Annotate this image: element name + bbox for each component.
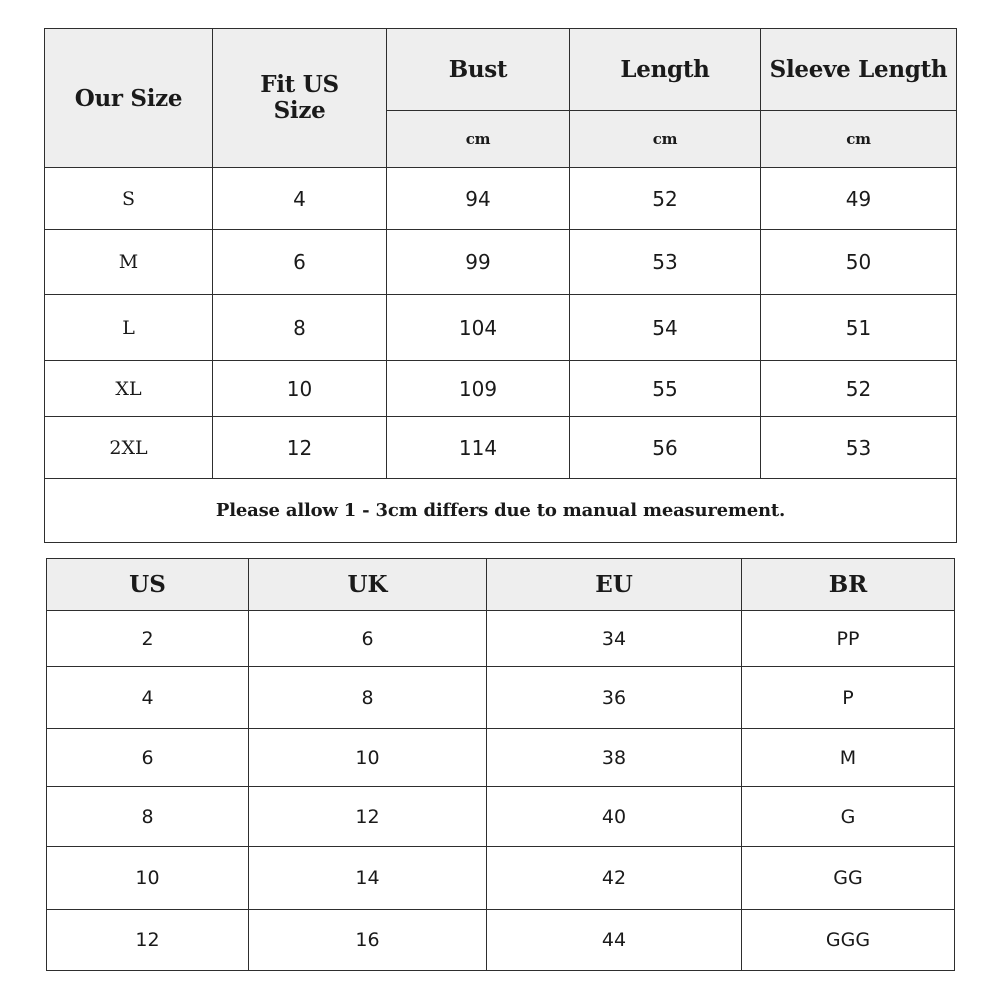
conversion-header-us: US <box>47 559 249 611</box>
conversion-cell-eu: 42 <box>487 847 742 910</box>
conversion-cell-us: 12 <box>47 910 249 971</box>
size-cell: 2XL <box>45 417 213 479</box>
conversion-cell-eu: 44 <box>487 910 742 971</box>
conversion-header-uk: UK <box>249 559 487 611</box>
conversion-cell-us: 6 <box>47 729 249 787</box>
size-cell: XL <box>45 361 213 417</box>
conversion-cell-br: PP <box>742 611 955 667</box>
conversion-cell-br: G <box>742 787 955 847</box>
fit-us-size-cell: 4 <box>213 168 387 230</box>
fit-us-size-cell: 8 <box>213 295 387 361</box>
sleeve-length-cell: 53 <box>761 417 957 479</box>
sleeve-length-cell: 49 <box>761 168 957 230</box>
bust-cell: 109 <box>387 361 570 417</box>
length-cell: 53 <box>570 230 761 295</box>
fit-us-size-cell: 6 <box>213 230 387 295</box>
size-row <box>45 361 957 417</box>
conversion-cell-us: 10 <box>47 847 249 910</box>
unit-bust: cm <box>387 111 570 168</box>
conversion-row <box>47 729 955 787</box>
bust-cell: 99 <box>387 230 570 295</box>
length-cell: 52 <box>570 168 761 230</box>
header-bust: Bust <box>387 29 570 111</box>
conversion-row <box>47 787 955 847</box>
fit-us-size-cell: 10 <box>213 361 387 417</box>
conversion-row <box>47 667 955 729</box>
header-fit-us-size-line2: Size <box>273 97 326 124</box>
conversion-cell-uk: 10 <box>249 729 487 787</box>
measurement-note: Please allow 1 - 3cm differs due to manual measurement. <box>45 479 957 543</box>
conversion-header-br: BR <box>742 559 955 611</box>
conversion-cell-br: GGG <box>742 910 955 971</box>
size-row <box>45 417 957 479</box>
sleeve-length-cell: 51 <box>761 295 957 361</box>
unit-length: cm <box>570 111 761 168</box>
conversion-cell-uk: 8 <box>249 667 487 729</box>
conversion-header-row <box>47 559 955 611</box>
size-cell: M <box>45 230 213 295</box>
conversion-header-eu: EU <box>487 559 742 611</box>
bust-cell: 114 <box>387 417 570 479</box>
conversion-cell-uk: 6 <box>249 611 487 667</box>
conversion-cell-uk: 12 <box>249 787 487 847</box>
conversion-cell-eu: 36 <box>487 667 742 729</box>
sleeve-length-cell: 50 <box>761 230 957 295</box>
conversion-chart-table <box>46 558 955 971</box>
size-cell: L <box>45 295 213 361</box>
conversion-cell-eu: 38 <box>487 729 742 787</box>
size-row <box>45 230 957 295</box>
conversion-cell-eu: 34 <box>487 611 742 667</box>
conversion-cell-br: GG <box>742 847 955 910</box>
header-fit-us-size-line1: Fit US <box>260 71 339 98</box>
sleeve-length-cell: 52 <box>761 361 957 417</box>
length-cell: 54 <box>570 295 761 361</box>
conversion-cell-us: 2 <box>47 611 249 667</box>
conversion-row <box>47 611 955 667</box>
conversion-row <box>47 910 955 971</box>
header-our-size: Our Size <box>45 29 213 168</box>
length-cell: 55 <box>570 361 761 417</box>
fit-us-size-cell: 12 <box>213 417 387 479</box>
conversion-cell-uk: 14 <box>249 847 487 910</box>
conversion-cell-br: M <box>742 729 955 787</box>
conversion-row <box>47 847 955 910</box>
unit-sleeve-length: cm <box>761 111 957 168</box>
bust-cell: 94 <box>387 168 570 230</box>
size-row <box>45 295 957 361</box>
bust-cell: 104 <box>387 295 570 361</box>
header-sleeve-length: Sleeve Length <box>761 29 957 111</box>
length-cell: 56 <box>570 417 761 479</box>
header-length: Length <box>570 29 761 111</box>
conversion-cell-us: 8 <box>47 787 249 847</box>
size-chart-table <box>44 28 957 543</box>
conversion-cell-eu: 40 <box>487 787 742 847</box>
header-fit-us-size <box>213 29 387 168</box>
size-cell: S <box>45 168 213 230</box>
conversion-cell-uk: 16 <box>249 910 487 971</box>
conversion-cell-us: 4 <box>47 667 249 729</box>
conversion-cell-br: P <box>742 667 955 729</box>
size-row <box>45 168 957 230</box>
